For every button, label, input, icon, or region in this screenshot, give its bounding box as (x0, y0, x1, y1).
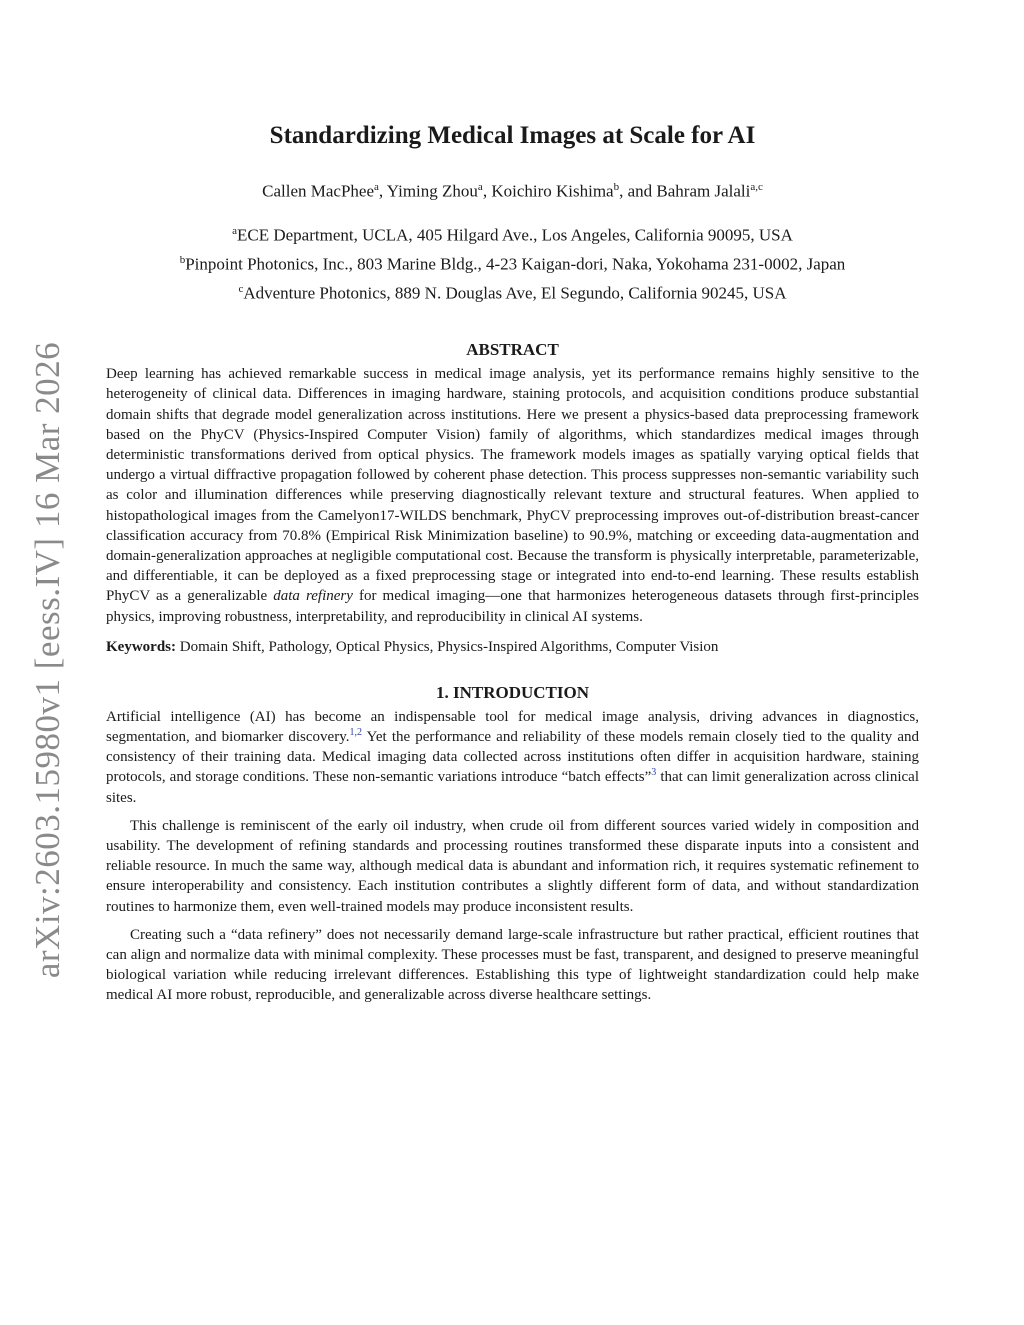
affiliation (106, 277, 919, 306)
affiliation-mark: c (238, 282, 244, 295)
affiliation-text: Pinpoint Photonics, Inc., 803 Marine Bldg., 4-23 Kaigan-dori, Naka, Yokohama 231-0002, Japan (185, 254, 846, 274)
affiliation-mark: b (179, 253, 186, 266)
author-affiliation-mark: a (477, 181, 483, 193)
abstract-text: for medical imaging—one that harmonizes heterogeneous datasets through first-principles physics, improving robustness, interpretability, and reproducibility in clinical AI systems. (106, 588, 919, 625)
abstract-text: Deep learning has achieved remarkable success in medical image analysis, yet its performance remains highly sensitive to the heterogeneity of clinical data. Differences in imaging hardware, staining protocols, and acquisition conditions produce substantial domain shifts that degrade model generalization across institutions. Here we present a physics-based data preprocessing framework based on the PhyCV (Physics-Inspired Computer Vision) family of algorithms, which standardizes medical images through deterministic transformations derived from optical physics. The framework models images as spatially varying optical fields that undergo a virtual diffractive propagation followed by coherent phase detection. This process suppresses non-semantic variability such as color and illumination differences while preserving diagnostically relevant texture and structural features. When applied to histopathological images from the Camelyon17-WILDS benchmark, PhyCV preprocessing improves out-of-distribution breast-cancer classification accuracy from 70.8% (Empirical Risk Minimization baseline) to 90.9%, matching or exceeding data-augmentation and domain-generalization approaches at negligible computational cost. Because the transform is physically interpretable, parameterizable, and differentiable, it can be deployed as a fixed preprocessing stage or integrated into end-to-end learning. These results establish PhyCV as a generalizable (106, 366, 919, 605)
paper-page (106, 118, 919, 1006)
author-name: Yiming Zhou (386, 181, 478, 201)
author-affiliation-mark: a,c (750, 181, 763, 193)
abstract-heading: ABSTRACT (466, 340, 559, 360)
affiliation-text: Adventure Photonics, 889 N. Douglas Ave, El Segundo, California 90245, USA (243, 283, 787, 303)
affiliation-text: ECE Department, UCLA, 405 Hilgard Ave., Los Angeles, California 90095, USA (237, 225, 793, 245)
affiliation-list (106, 219, 919, 306)
paragraph-text: Artificial intelligence (AI) has become an indispensable tool for medical image analysis, driving advances in diagnostics, segmentation, and biomarker discovery. (106, 708, 919, 745)
paragraph-text: that can limit generalization across clinical sites. (106, 769, 919, 806)
author-affiliation-mark: b (613, 181, 620, 193)
intro-paragraph (106, 707, 919, 808)
intro-paragraph: This challenge is reminiscent of the early oil industry, when crude oil from different sources varied widely in composition and usability. The development of refining standards and processing routines transformed these disparate inputs into a consistent and reliable resource. In much the same way, although medical data is abundant and information rich, it requires systematic refinement to ensure interoperability and consistency. Each institution contributes a slightly different form of data, and without standardization routines to harmonize them, even well-trained models may produce inconsistent results. (106, 817, 919, 915)
affiliation (106, 219, 919, 248)
citation-link[interactable]: 1,2 (349, 726, 362, 738)
affiliation-mark: a (232, 224, 237, 237)
keywords-label: Keywords: (106, 638, 176, 655)
author-separator: , (482, 181, 492, 201)
abstract-body (106, 364, 919, 627)
introduction-heading: 1. INTRODUCTION (435, 682, 590, 702)
author-name: Bahram Jalali (656, 181, 751, 201)
author-separator: , (378, 181, 387, 201)
paragraph-text: Yet the performance and reliability of these models remain closely tied to the quality and consistency of their training data. Medical imaging data collected across institutions often differ in acquisition hardware, staining protocols, and storage conditions. These non-semantic variations introduce “batch effects” (106, 728, 920, 786)
paper-title: Standardizing Medical Images at Scale for AI (269, 122, 756, 149)
keywords-list: Domain Shift, Pathology, Optical Physics, Physics-Inspired Algorithms, Computer Vision (179, 638, 719, 655)
abstract-emphasis: data refinery (273, 588, 353, 605)
affiliation (106, 248, 919, 277)
arxiv-identifier: arXiv:2603.15980v1 [eess.IV] 16 Mar 2026 (28, 341, 67, 979)
author-separator: , and (619, 181, 657, 201)
citation-link[interactable]: 3 (651, 767, 657, 779)
author-list (106, 174, 919, 205)
keywords (106, 637, 919, 657)
author-name: Callen MacPhee (262, 181, 374, 201)
intro-paragraph: Creating such a “data refinery” does not necessarily demand large-scale infrastructure but rather practical, efficient routines that can align and normalize data with minimal complexity. These processes must be fast, transparent, and designed to preserve meaningful biological variation while reducing irrelevant differences. Establishing this type of lightweight standardization could help make medical AI more robust, reproducible, and generalizable across diverse healthcare settings. (106, 926, 919, 1004)
author-affiliation-mark: a (374, 181, 379, 193)
author-name: Koichiro Kishima (491, 181, 614, 201)
